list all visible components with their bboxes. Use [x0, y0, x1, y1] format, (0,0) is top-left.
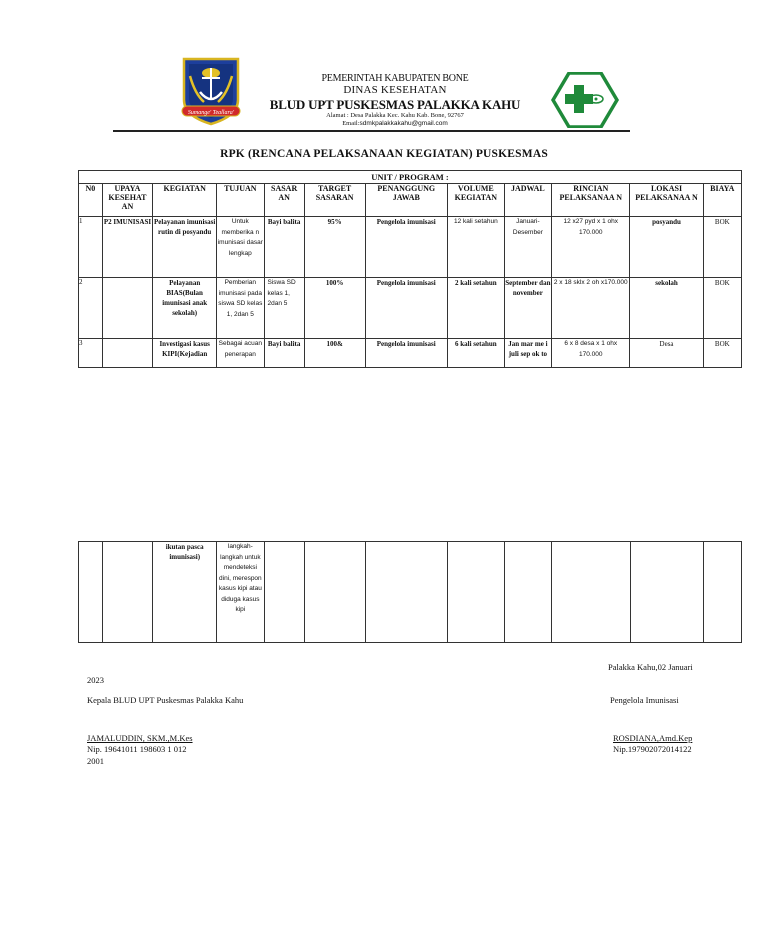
col-rincian: RINCIAN PELAKSANAA N: [552, 184, 630, 217]
col-sasaran: SASAR AN: [264, 184, 304, 217]
cell-volume: 6 kali setahun: [447, 339, 504, 368]
rpk-table-continuation: [78, 541, 742, 643]
left-signatory-title: Kepala BLUD UPT Puskesmas Palakka Kahu: [87, 695, 244, 705]
table-row: [79, 278, 742, 339]
cell-no: 2: [79, 278, 103, 339]
cell-volume: 12 kali setahun: [447, 217, 504, 278]
header-divider: [113, 130, 630, 132]
cell-upaya: P2 IMUNISASI: [102, 217, 153, 278]
right-signatory-name: ROSDIANA,Amd.Kep: [613, 733, 693, 743]
cell-upaya: [102, 339, 153, 368]
cell-volume: [448, 542, 505, 643]
table-row: [79, 339, 742, 368]
cell-lokasi: sekolah: [630, 278, 703, 339]
cell-tujuan: langkah-langkah untuk mendeteksi dini, merespon kasus kipi atau diduga kasus kipi: [217, 542, 264, 643]
cell-sasaran: Siswa SD kelas 1, 2dan 5: [264, 278, 304, 339]
place-date: Palakka Kahu,02 Januari: [608, 662, 693, 672]
cell-rincian: 6 x 8 desa x 1 ohx 170.000: [552, 339, 630, 368]
col-jadwal: JADWAL: [504, 184, 551, 217]
cell-sasaran: Bayi balita: [264, 339, 304, 368]
cell-biaya: [703, 542, 741, 643]
cell-upaya: [102, 278, 153, 339]
kabupaten-bone-crest-logo: [178, 56, 244, 126]
cell-biaya: BOK: [703, 339, 741, 368]
cell-pj: [365, 542, 447, 643]
cell-no: 1: [79, 217, 103, 278]
rpk-table: [78, 170, 742, 368]
left-signatory-nip-cont: 2001: [87, 756, 104, 766]
left-signatory-name: JAMALUDDIN, SKM.,M.Kes: [87, 733, 193, 743]
email-link[interactable]: sdmkpalakkakahu@gmail.com: [359, 120, 448, 127]
cell-pj: Pengelola imunisasi: [365, 217, 447, 278]
col-upaya: UPAYA KESEHAT AN: [102, 184, 153, 217]
email-label: Email:: [342, 120, 360, 127]
crest-motto: Sumange' Teallara': [187, 110, 235, 116]
cell-lokasi: Desa: [630, 339, 703, 368]
header-email-line: [250, 120, 540, 127]
cell-jadwal: Januari-Desember: [504, 217, 551, 278]
right-signatory-title: Pengelola Imunisasi: [610, 695, 679, 705]
header-institution: BLUD UPT PUSKESMAS PALAKKA KAHU: [269, 97, 521, 112]
cell-target: [304, 542, 365, 643]
cell-rincian: 12 x27 pyd x 1 ohx 170.000: [552, 217, 630, 278]
cell-target: 95%: [304, 217, 365, 278]
cell-kegiatan: Pelayanan imunisasi rutin di posyandu: [153, 217, 217, 278]
cell-lokasi: posyandu: [630, 217, 703, 278]
col-penanggung-jawab: PENANGGUNG JAWAB: [365, 184, 447, 217]
cell-pj: Pengelola imunisasi: [365, 278, 447, 339]
col-lokasi: LOKASI PELAKSANAA N: [630, 184, 703, 217]
header-agency: DINAS KESEHATAN: [343, 84, 447, 96]
cell-target: 100&: [304, 339, 365, 368]
cell-sasaran: Bayi balita: [264, 217, 304, 278]
col-kegiatan: KEGIATAN: [153, 184, 217, 217]
header-government: PEMERINTAH KABUPATEN BONE: [321, 73, 469, 84]
table-row: [79, 217, 742, 278]
cell-target: 100%: [304, 278, 365, 339]
cell-tujuan: Pemberian imunisasi pada siswa SD kelas 1, 2dan 5: [217, 278, 264, 339]
col-no: N0: [79, 184, 103, 217]
cell-rincian: [552, 542, 630, 643]
cell-tujuan: Sebagai acuan penerapan: [217, 339, 264, 368]
col-tujuan: TUJUAN: [217, 184, 264, 217]
year: 2023: [87, 675, 104, 685]
cell-no: 3: [79, 339, 103, 368]
cell-sasaran: [264, 542, 304, 643]
document-title: RPK (RENCANA PELAKSANAAN KEGIATAN) PUSKESMAS: [220, 148, 548, 160]
unit-program-label: UNIT / PROGRAM :: [79, 171, 742, 184]
left-signatory-nip: Nip. 19641011 198603 1 012: [87, 744, 187, 754]
cell-lokasi: [630, 542, 703, 643]
cell-no: [79, 542, 103, 643]
cell-rincian: 2 x 18 sklx 2 oh x170.000: [552, 278, 630, 339]
cell-kegiatan: Investigasi kasus KIPI(Kejadian: [153, 339, 217, 368]
cell-jadwal: Jan mar me i juli sep ok to: [504, 339, 551, 368]
col-target: TARGET SASARAN: [304, 184, 365, 217]
cell-tujuan: Untuk memberika n imunisasi dasar lengkap: [217, 217, 264, 278]
table-row: [79, 542, 742, 643]
cell-volume: 2 kali setahun: [447, 278, 504, 339]
cell-jadwal: September dan november: [504, 278, 551, 339]
cell-kegiatan: Pelayanan BIAS(Bulan imunisasi anak sekolah): [153, 278, 217, 339]
cell-biaya: BOK: [703, 217, 741, 278]
col-biaya: BIAYA: [703, 184, 741, 217]
cell-pj: Pengelola imunisasi: [365, 339, 447, 368]
header-address: Alamat : Desa Palakka Kec. Kahu Kab. Bone, 92767: [326, 112, 464, 119]
cell-upaya: [102, 542, 153, 643]
cell-biaya: BOK: [703, 278, 741, 339]
cell-jadwal: [504, 542, 551, 643]
right-signatory-nip: Nip.197902072014122: [613, 744, 692, 754]
col-volume: VOLUME KEGIATAN: [447, 184, 504, 217]
puskesmas-logo: [551, 72, 619, 128]
cell-kegiatan: ikutan pasca imunisasi): [153, 542, 217, 643]
